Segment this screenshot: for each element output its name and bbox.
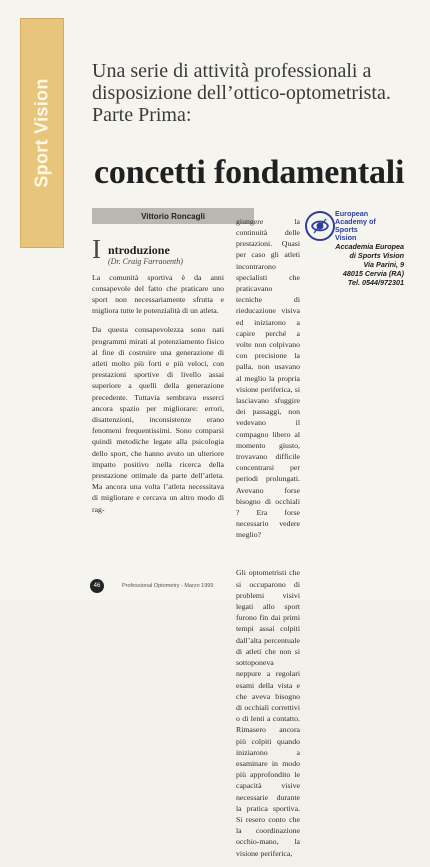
title-line-2: disposizione dell’ottico-optometrista. bbox=[92, 82, 391, 104]
body-paragraph: Da questa consapevolezza sono nati programmi mirati al potenziamento fisico al fine di costruire una generazione di atleti molto più forti e più veloci, con prestazioni sportive di livello assai superiore a quelli della generazione precedente. Tuttavia sembrava esserci ancora spazio per migliorare: errori, disattenzioni, inconsistenze erano fenomeni frequentissimi. Sono comparsi quindi metodiche legate alla psicologia dello sport, che hanno avuto un ulteriore impatto positivo nella ricerca della prestazione ottimale da parte dell’atleta. Ma ancora una volta l’atleta necessitava di migliorare e cercava un altro modo di rag- bbox=[92, 325, 224, 514]
body-paragraph: giungere la continuità delle prestazioni. Quasi per caso gli atleti incontrarono specialisti che praticavano tecniche di rieducazione visiva ed iniziarono a capire perché a volte non colpivano con precisione la palla, non usavano al meglio la propria visione periferica, si lasciavano sfuggire dei passaggi, non vedevano il compagno libero al momento giusto, trovavano difficile concentrarsi per periodi prolungati. Avevano forse bisogno di occhiali ? Era forse necessario vedere meglio? bbox=[236, 216, 300, 540]
title-line-1: Una serie di attività professionali a bbox=[92, 60, 372, 82]
article-title-block bbox=[92, 60, 412, 126]
section-tab bbox=[20, 18, 64, 248]
page-number: 46 bbox=[90, 579, 104, 593]
address-line: 48015 Cervia (RA) bbox=[342, 269, 404, 278]
address-line: Tel. 0544/972301 bbox=[347, 278, 404, 287]
address-line: Via Parini, 9 bbox=[363, 260, 404, 269]
body-paragraph: La comunità sportiva è da anni consapevole del fatto che praticare uno sport non necessariamente sfrutta e migliora tutte le potenzialità di un atleta. bbox=[92, 272, 224, 316]
title-line-3: Parte Prima: bbox=[92, 104, 192, 126]
paragraph-gap bbox=[236, 548, 300, 559]
address-block bbox=[304, 242, 404, 287]
section-tab-label: Sport Vision bbox=[31, 78, 52, 188]
logo-line: European bbox=[335, 209, 369, 218]
address-line: Accademia Europea bbox=[335, 242, 404, 251]
logo-line: Academy of bbox=[335, 217, 376, 226]
headline: concetti fondamentali bbox=[94, 154, 405, 191]
address-line: di Sports Vision bbox=[349, 251, 404, 260]
author-name: Vittorio Roncagli bbox=[141, 211, 205, 221]
logo-line: Vision bbox=[335, 233, 357, 242]
intro-credit: (Dr. Craig Farraoenth) bbox=[108, 257, 183, 266]
logo-text bbox=[335, 210, 403, 242]
logo-line: Sports bbox=[335, 225, 358, 234]
body-column-right-top bbox=[236, 208, 300, 867]
eye-logo-icon bbox=[304, 210, 336, 242]
intro-heading: ntroduzione bbox=[108, 243, 170, 257]
drop-cap: I bbox=[92, 234, 101, 264]
body-paragraph: Gli optometristi che si occuparono di problemi visivi legati allo sport furono fin dai primi tempi assai colpiti dall’alta percentuale di atleti che non si sottoponeva neppure a regolari esami della vista e che aveva bisogno di occhiali correttivi o di lenti a contatto. Rimasero ancora più colpiti quando iniziarono a esaminare in modo più approfondito le capacità visive necessarie durante la pratica sportiva. Si resero conto che la coordinazione occhio-mano, la visione periferica, bbox=[236, 568, 300, 858]
body-column-left bbox=[92, 264, 224, 523]
author-bar bbox=[92, 208, 254, 224]
journal-footer: Professional Optometry - Marzo 1999 bbox=[122, 583, 214, 589]
